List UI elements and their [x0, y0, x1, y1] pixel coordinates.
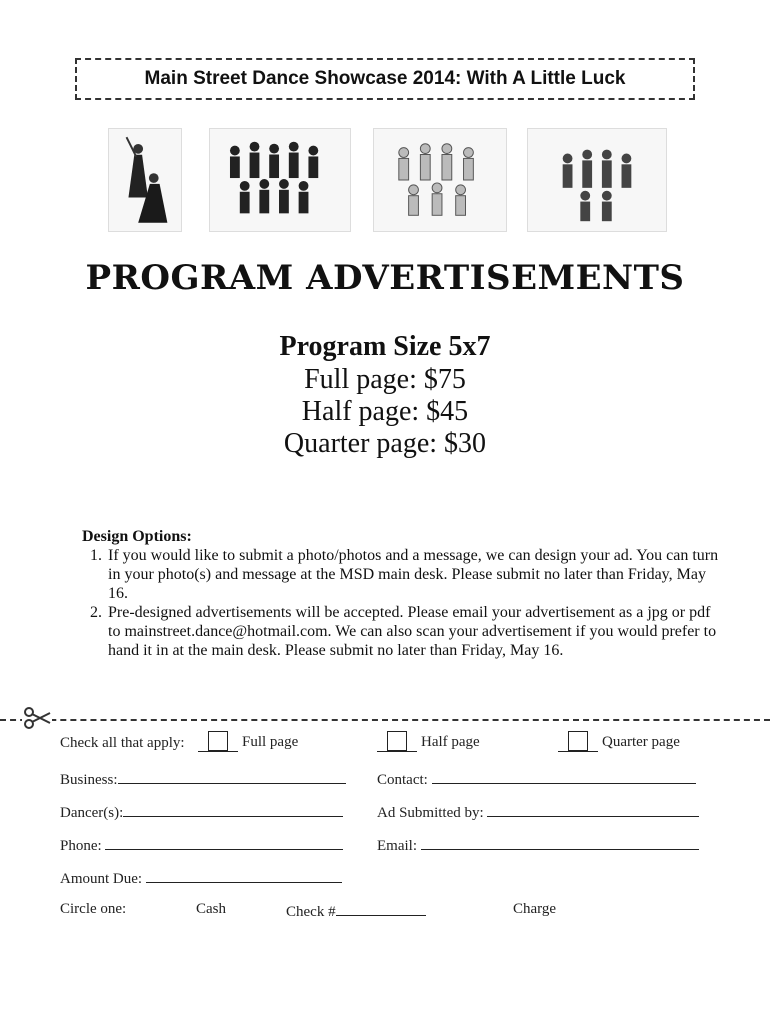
dance-photo-1 [108, 128, 182, 232]
pricing-block [0, 330, 770, 460]
check-all-label: Check all that apply: [60, 735, 185, 751]
amount-due-label: Amount Due: [60, 871, 143, 887]
check-option[interactable] [286, 901, 426, 921]
design-option-item: 2. Pre-designed advertisements will be accepted. Please email your advertisement as a jpg or pdf to mainstreet.dance@hotmail.com. We can also scan your advertisement if you would prefer to hand it in at the main desk. Please submit no later than Friday, May 16. [106, 603, 722, 660]
business-field [60, 769, 346, 789]
showcase-title-box [75, 58, 695, 100]
quarter-page-price: Quarter page: $30 [283, 428, 487, 459]
half-page-checkbox[interactable] [387, 731, 407, 751]
design-options [82, 527, 722, 660]
circle-one-label: Circle one: [60, 901, 127, 917]
design-options-heading: Design Options: [82, 528, 192, 545]
quarter-page-option-label: Quarter page [602, 734, 680, 750]
ad-submitted-by-field [377, 802, 699, 822]
check-number-input[interactable] [336, 901, 426, 916]
ad-submitted-by-label: Ad Submitted by: [377, 805, 484, 821]
dancers-label: Dancer(s): [60, 805, 124, 821]
email-label: Email: [377, 838, 417, 854]
dancers-field [60, 802, 343, 822]
full-page-option-label: Full page [242, 734, 299, 750]
full-page-option[interactable] [198, 731, 298, 752]
business-label: Business: [60, 772, 118, 788]
contact-input[interactable] [432, 769, 696, 784]
charge-option[interactable]: Charge [513, 901, 557, 917]
quarter-page-option[interactable] [558, 731, 680, 752]
dancers-input[interactable] [123, 802, 343, 817]
cut-line [0, 719, 770, 721]
showcase-title: Main Street Dance Showcase 2014: With A Little Luck [144, 68, 626, 89]
full-page-checkbox[interactable] [208, 731, 228, 751]
scissors-icon [22, 705, 52, 731]
full-page-price: Full page: $75 [304, 364, 466, 395]
contact-label: Contact: [377, 772, 428, 788]
contact-field [377, 769, 696, 789]
dancers-photo-icon [210, 129, 350, 231]
phone-field [60, 835, 343, 855]
quarter-page-checkbox[interactable] [568, 731, 588, 751]
half-page-option[interactable] [377, 731, 480, 752]
dance-photo-2 [209, 128, 351, 232]
half-page-price: Half page: $45 [301, 396, 469, 427]
design-option-item: 1. If you would like to submit a photo/photos and a message, we can design your ad. You can turn in your photo(s) and message at the MSD main desk. Please submit no later than Friday, May 16. [106, 546, 722, 603]
cash-option[interactable]: Cash [196, 901, 226, 917]
check-option-label: Check # [286, 904, 336, 920]
business-input[interactable] [118, 769, 346, 784]
program-size: Program Size 5x7 [279, 331, 491, 362]
dance-photo-4 [527, 128, 667, 232]
half-page-option-label: Half page [421, 734, 480, 750]
check-options-row [60, 735, 185, 752]
dance-photo-3 [373, 128, 507, 232]
dancers-photo-icon [374, 129, 506, 231]
phone-input[interactable] [105, 835, 343, 850]
program-advertisements-title: PROGRAM ADVERTISEMENTS [85, 258, 685, 298]
email-field [377, 835, 699, 855]
ad-submitted-by-input[interactable] [487, 802, 699, 817]
phone-label: Phone: [60, 838, 102, 854]
dancers-photo-icon [109, 129, 181, 231]
dancers-photo-icon [528, 129, 666, 231]
amount-due-input[interactable] [146, 868, 342, 883]
payment-row [60, 901, 126, 918]
amount-due-field [60, 868, 342, 888]
email-input[interactable] [421, 835, 699, 850]
